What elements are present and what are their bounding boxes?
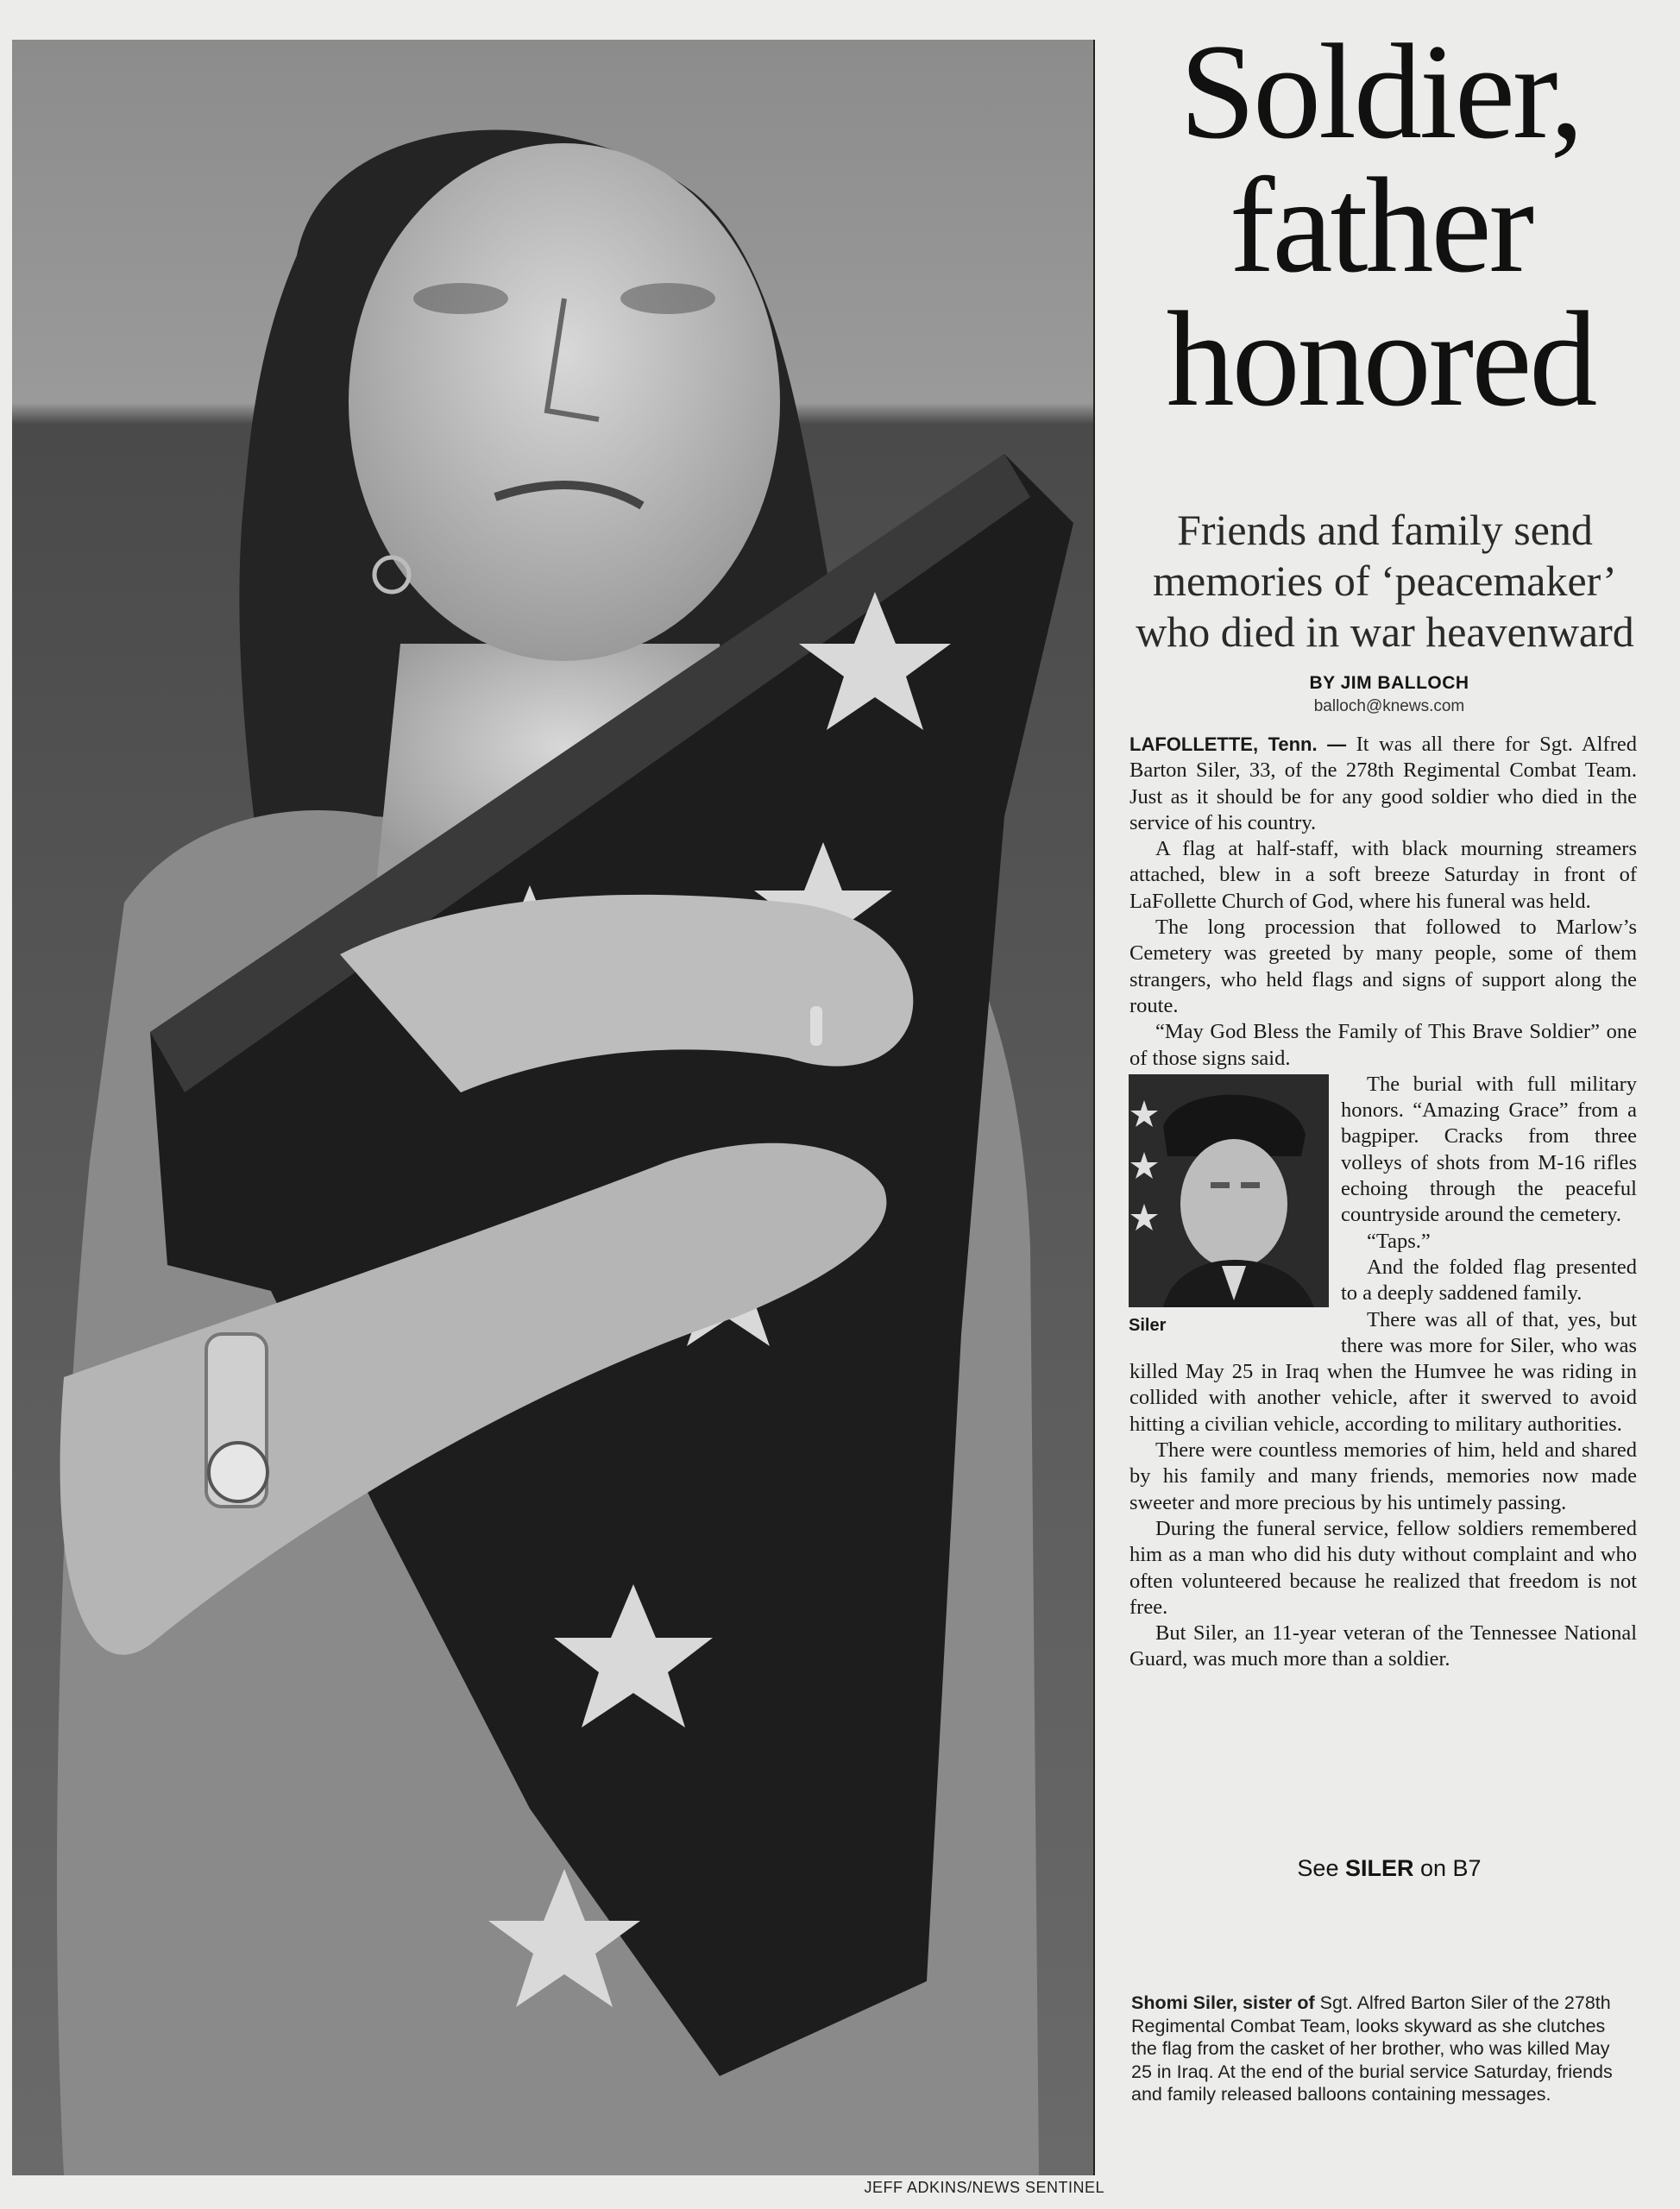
- deck-line: who died in war heavenward: [1136, 607, 1634, 656]
- deck-subhead: [1122, 505, 1648, 658]
- article-paragraph: “May God Bless the Family of This Brave Soldier” one of those signs said.: [1129, 1020, 1637, 1070]
- photo-woman-with-flag: [12, 40, 1093, 2175]
- cutline-text: Sgt. Alfred Barton Siler of the 278th Regimental Combat Team, looks skyward as she clutches the flag from the casket of her brother, who was killed May 25 in Iraq. At the end of the burial service Saturday, friends and family released balloons containing messages.: [1131, 1992, 1613, 2105]
- jump-keyword: SILER: [1344, 1855, 1414, 1881]
- jump-suffix: on B7: [1420, 1855, 1482, 1881]
- article-paragraph: But Siler, an 11-year veteran of the Tennessee National Guard, was much more than a soldier.: [1129, 1621, 1637, 1671]
- mugshot-caption: Siler: [1129, 1315, 1167, 1335]
- photo-cutline: [1131, 1992, 1614, 2106]
- dateline: LAFOLLETTE, Tenn. —: [1129, 733, 1347, 755]
- soldier-portrait: [1129, 1074, 1329, 1307]
- photo-credit: JEFF ADKINS/NEWS SENTINEL: [864, 2179, 1104, 2196]
- article-body: [1129, 732, 1637, 1673]
- headline: [1100, 16, 1661, 435]
- article-paragraph: And the folded flag presented to a deeply saddened family.: [1341, 1255, 1637, 1306]
- mugshot-photo: [1129, 1074, 1329, 1307]
- article-paragraph: LAFOLLETTE, Tenn. — It was all there for Sgt. Alfred Barton Siler, 33, of the 278th Regimental Combat Team. Just as it should be for any good soldier who died in the service of his country.: [1129, 733, 1637, 834]
- jump-line[interactable]: [1122, 1855, 1657, 1882]
- deck-line: Friends and family send: [1177, 506, 1593, 554]
- jump-prefix: See: [1297, 1855, 1339, 1881]
- byline: BY JIM BALLOCH: [1309, 673, 1469, 693]
- article-paragraph: There was all of that, yes, but there was more for Siler, who was killed May 25 in Iraq when the Humvee he was riding in collided with another vehicle, after it swerved to avoid hitting a civilian vehicle, according to military authorities.: [1129, 1307, 1637, 1436]
- headline-line: honored: [1166, 283, 1595, 435]
- article-paragraph: The long procession that followed to Marlow’s Cemetery was greeted by many people, some of them strangers, who held flags and signs of support along the route.: [1129, 916, 1637, 1017]
- mugshot: [1129, 1074, 1329, 1333]
- cutline-lead: Shomi Siler, sister of: [1131, 1992, 1315, 2013]
- main-photo: [12, 40, 1095, 2175]
- headline-line: father: [1229, 149, 1532, 301]
- article-paragraph: There were countless memories of him, held and shared by his family and many friends, memories now made sweeter and more precious by his untimely passing.: [1129, 1438, 1637, 1514]
- article-paragraph: “Taps.”: [1367, 1229, 1431, 1253]
- deck-line: memories of ‘peacemaker’: [1153, 557, 1617, 605]
- headline-line: Soldier,: [1180, 16, 1582, 167]
- author-email: balloch@knews.com: [1313, 697, 1465, 715]
- article-paragraph: During the funeral service, fellow soldiers remembered him as a man who did his duty without complaint and who often volunteered because he realized that freedom is not free.: [1129, 1516, 1637, 1619]
- article-paragraph: The burial with full military honors. “Amazing Grace” from a bagpiper. Cracks from three volleys of shots from M-16 rifles echoing through the peaceful countryside around the cemetery.: [1341, 1072, 1637, 1227]
- article-paragraph: A flag at half-staff, with black mourning streamers attached, blew in a soft breeze Saturday in front of LaFollette Church of God, where his funeral was held.: [1129, 837, 1637, 913]
